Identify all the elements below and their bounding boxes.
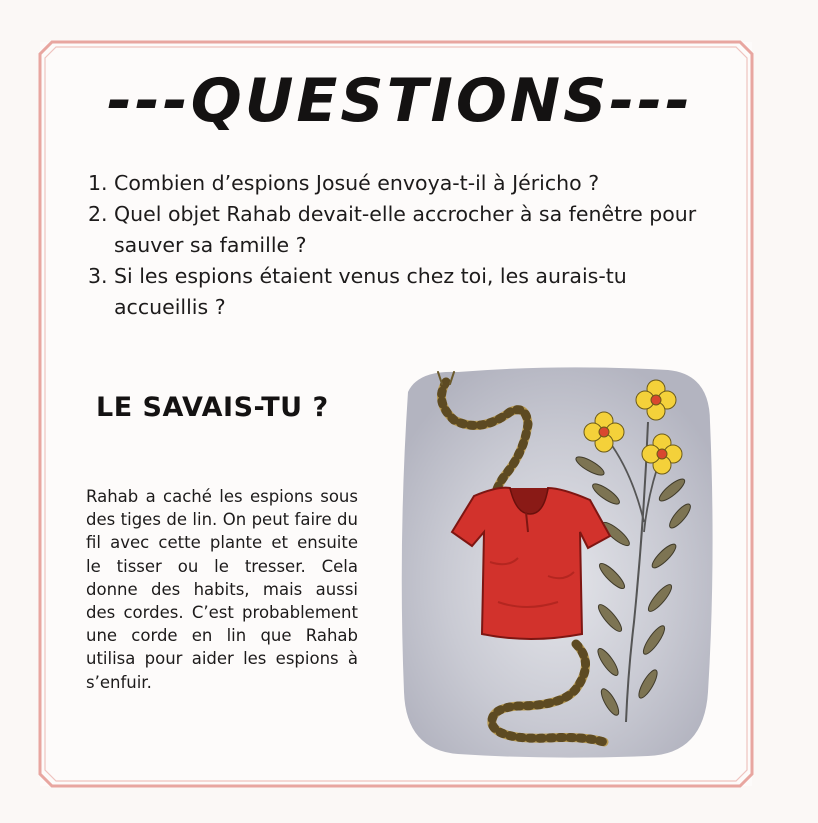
question-item (88, 168, 708, 199)
question-number: 2. (88, 202, 108, 226)
question-number: 1. (88, 171, 108, 195)
question-number: 3. (88, 264, 108, 288)
question-text: Quel objet Rahab devait-elle accrocher à sa fenêtre pour sauver sa famille ? (114, 202, 697, 257)
question-item (88, 261, 708, 323)
savais-tu-heading: LE SAVAIS-TU ? (96, 392, 329, 423)
question-text: Si les espions étaient venus chez toi, les aurais-tu accueillis ? (114, 264, 627, 319)
savais-tu-body: Rahab a caché les espions sous des tiges de lin. On peut faire du fil avec cette plante et ensuite le tisser ou le tresser. Cela donne des habits, mais aussi des cordes. C’est probablement une corde en lin que Rahab utilisa pour aider les espions à s’enfuir. (86, 487, 358, 692)
question-item (88, 199, 708, 261)
questions-list (88, 168, 708, 323)
question-text: Combien d’espions Josué envoya-t-il à Jéricho ? (114, 171, 600, 195)
flax-illustration (398, 362, 716, 760)
page-title: ---QUESTIONS--- (106, 66, 694, 136)
